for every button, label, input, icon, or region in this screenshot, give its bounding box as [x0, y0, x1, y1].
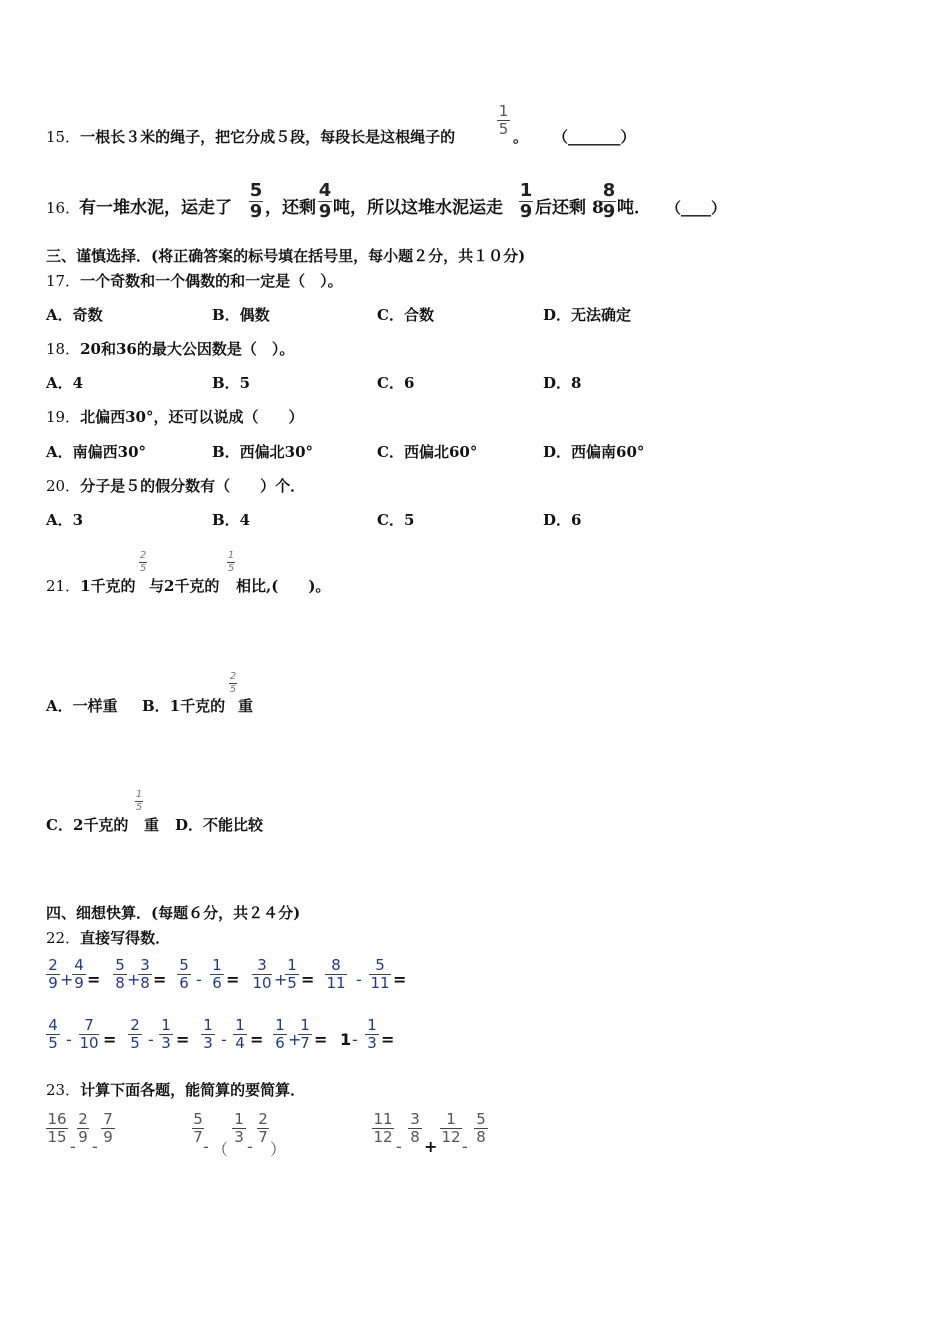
fraction: 3 10: [252, 956, 272, 992]
question-20: 20．分子是５的假分数有（ ）个．: [46, 477, 306, 495]
fraction: 1 4: [233, 1018, 247, 1051]
operator: -: [221, 1030, 227, 1049]
fraction: 1 5: [227, 550, 235, 574]
operator: -: [356, 970, 362, 989]
operator: +: [288, 1030, 302, 1049]
operator: +: [127, 970, 141, 989]
option-b[interactable]: B．5: [212, 374, 251, 392]
fraction: 4 9: [318, 180, 332, 222]
fraction: 1 3: [365, 1018, 379, 1051]
option-d[interactable]: D．无法确定: [543, 306, 632, 324]
fraction: 1 7: [298, 1018, 312, 1051]
question-16-number: 16．: [46, 199, 81, 217]
option-a[interactable]: A．4: [46, 374, 84, 392]
fraction: 2 7: [258, 1110, 268, 1146]
operator: =: [250, 1030, 264, 1049]
fraction: 2 5: [128, 1018, 142, 1051]
operator: -: [203, 1137, 209, 1156]
fraction: 1 3: [159, 1018, 173, 1051]
operator: =: [153, 970, 167, 989]
fraction: 1 6: [273, 1018, 287, 1051]
option-a[interactable]: A．一样重: [46, 697, 118, 715]
fraction: 8 11: [326, 956, 346, 992]
question-text: 吨．: [617, 198, 651, 218]
question-text: ，还剩: [265, 198, 316, 218]
section-heading: 三、谨慎选择．(将正确答案的标号填在括号里，每小题２分，共１０分): [46, 247, 526, 265]
question-text: 相比,( )。: [236, 577, 331, 595]
fraction: 1 5: [135, 789, 143, 813]
fraction: 1 12: [441, 1110, 461, 1146]
option-b[interactable]: B．1千克的: [142, 697, 226, 715]
fraction: 11 12: [373, 1110, 393, 1146]
question-17: 17．一个奇数和一个偶数的和一定是（ ）。: [46, 272, 343, 290]
operator: -: [70, 1137, 76, 1156]
option-b[interactable]: B．西偏北30°: [212, 443, 314, 461]
option-text: 重: [238, 697, 254, 715]
question-23: 23．计算下面各题，能简算的要简算．: [46, 1081, 306, 1099]
question-21: 21．1千克的: [46, 577, 136, 595]
fraction: 5 8: [474, 1112, 488, 1145]
fraction: 5 9: [249, 180, 263, 222]
fraction: 4 9: [72, 958, 86, 991]
fraction: 3 8: [408, 1112, 422, 1145]
operator: =: [314, 1030, 328, 1049]
fraction: 8 9: [602, 180, 616, 222]
fraction: 1 5: [498, 102, 509, 138]
operator: ）: [270, 1140, 287, 1159]
fraction: 1 3: [201, 1018, 215, 1051]
fraction: 2 5: [229, 671, 237, 695]
operator: -: [66, 1030, 72, 1049]
option-c[interactable]: C．西偏北60°: [377, 443, 478, 461]
fraction: 1 9: [519, 180, 533, 222]
fraction: 5 7: [193, 1110, 203, 1146]
operator: =: [103, 1030, 117, 1049]
question-15: [46, 127, 455, 147]
option-a[interactable]: A．南偏西30°: [46, 443, 147, 461]
question-19: 19．北偏西30°，还可以说成（ ）: [46, 408, 304, 426]
operator: -: [92, 1137, 98, 1156]
question-18: 18．20和36的最大公因数是（ ）。: [46, 340, 295, 358]
operator: -: [462, 1137, 468, 1156]
fraction: 2 5: [139, 550, 147, 574]
operator: -: [196, 970, 202, 989]
fraction: 16 15: [47, 1110, 67, 1146]
option-c[interactable]: C．2千克的: [46, 816, 129, 834]
fraction: 1 5: [285, 958, 299, 991]
question-text: 一根长３米的绳子，把它分成５段，每段长是这根绳子的: [80, 128, 456, 146]
fraction: 1 6: [210, 958, 224, 991]
option-b[interactable]: B．偶数: [212, 306, 270, 324]
answer-blank[interactable]: （____）: [666, 199, 727, 217]
whole-number: 8: [592, 198, 604, 218]
operator: 1: [340, 1030, 352, 1049]
fraction: 2 9: [78, 1110, 88, 1146]
option-d[interactable]: D．8: [543, 374, 582, 392]
question-22: 22．直接写得数．: [46, 929, 171, 947]
fraction: 7 9: [101, 1112, 115, 1145]
operator: =: [87, 970, 101, 989]
operator: +: [424, 1137, 438, 1156]
operator: -: [352, 1030, 358, 1049]
fraction: 5 6: [177, 958, 191, 991]
fraction: 7 10: [79, 1016, 99, 1052]
question-text: 后还剩: [535, 198, 586, 218]
option-b[interactable]: B．4: [212, 511, 251, 529]
operator: +: [274, 970, 288, 989]
fraction: 1 3: [232, 1112, 246, 1145]
option-a[interactable]: A．3: [46, 511, 84, 529]
operator: =: [393, 970, 407, 989]
fraction: 5 11: [370, 956, 390, 992]
operator: -: [148, 1030, 154, 1049]
question-number: 15．: [46, 128, 81, 146]
fraction: 2 9: [46, 958, 60, 991]
operator: +: [60, 970, 74, 989]
option-a[interactable]: A．奇数: [46, 306, 103, 324]
question-text: 吨，所以这堆水泥运走: [333, 198, 503, 218]
punctuation: 。: [513, 128, 529, 146]
option-d[interactable]: D．6: [543, 511, 582, 529]
fraction: 4 5: [46, 1018, 60, 1051]
fraction: 3 8: [138, 958, 152, 991]
answer-blank[interactable]: （_______）: [553, 128, 636, 146]
section-heading: 四、细想快算．(每题６分，共２４分): [46, 904, 301, 922]
question-text: 有一堆水泥，运走了: [79, 198, 232, 218]
operator: =: [301, 970, 315, 989]
option-d[interactable]: D．不能比较: [175, 816, 264, 834]
option-c[interactable]: C．合数: [377, 306, 434, 324]
operator: =: [176, 1030, 190, 1049]
fraction: 5 8: [113, 958, 127, 991]
operator: =: [226, 970, 240, 989]
option-c[interactable]: C．5: [377, 511, 415, 529]
option-d[interactable]: D．西偏南60°: [543, 443, 645, 461]
operator: （: [212, 1140, 229, 1159]
operator: =: [381, 1030, 395, 1049]
question-text: 与2千克的: [149, 577, 220, 595]
option-c[interactable]: C．6: [377, 374, 415, 392]
operator: -: [396, 1137, 402, 1156]
option-text: 重: [144, 816, 160, 834]
operator: -: [247, 1137, 253, 1156]
